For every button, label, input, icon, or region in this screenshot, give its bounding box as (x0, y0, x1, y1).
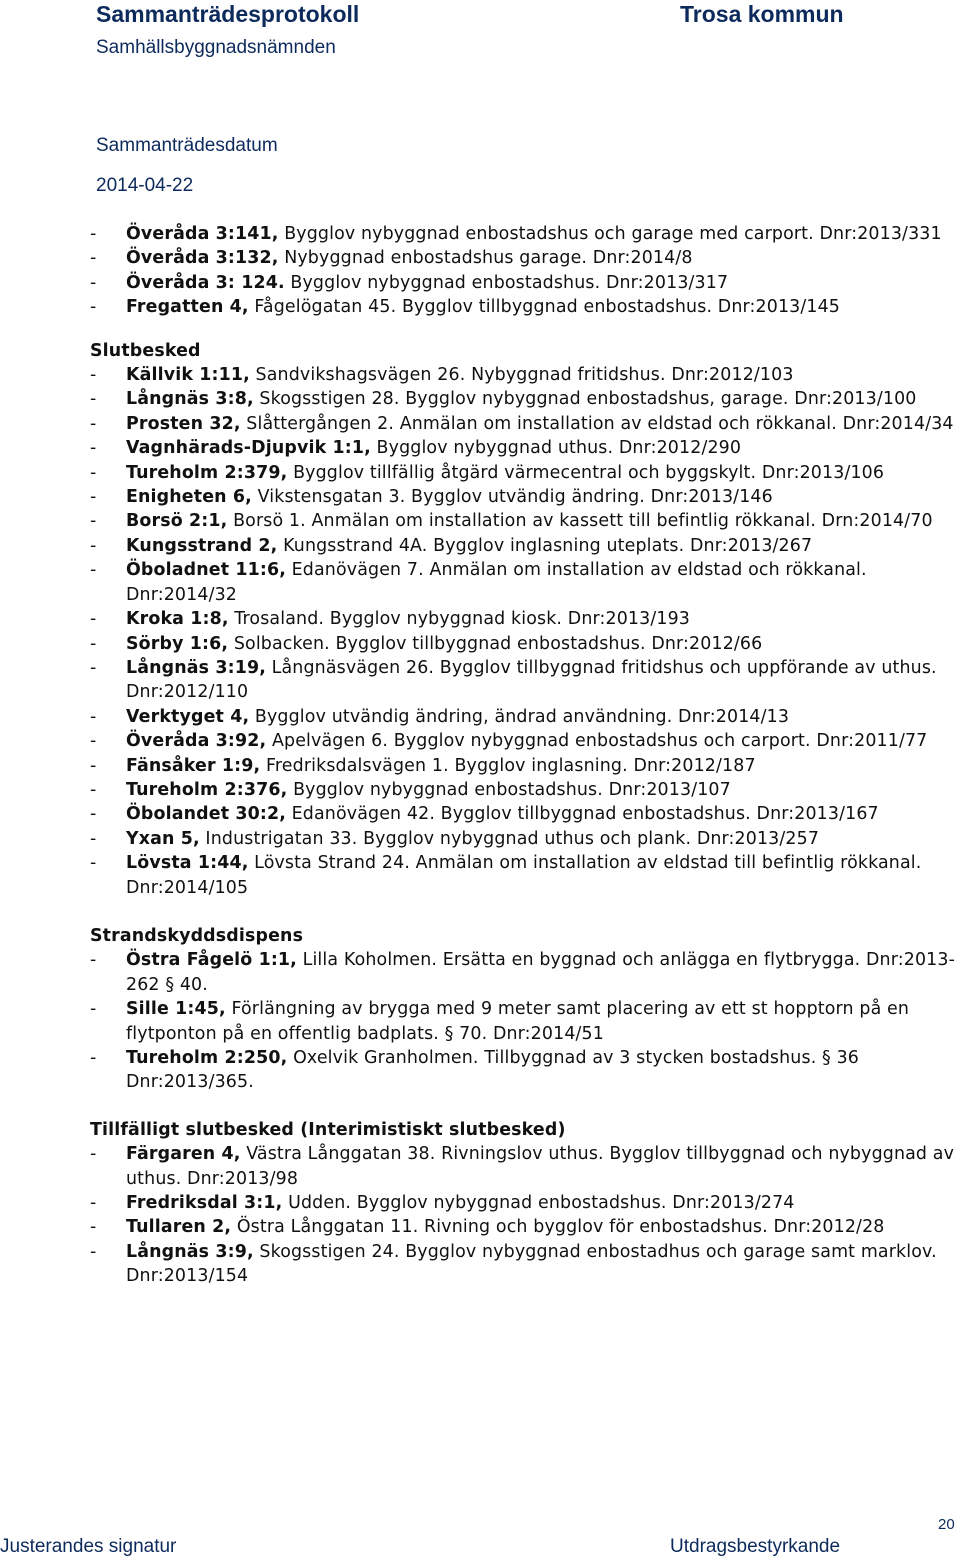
case-description: Bygglov tillfällig åtgärd värmecentral och byggskylt. Dnr:2013/106 (287, 462, 885, 483)
section-heading-interim: Tillfälligt slutbesked (Interimistiskt slutbesked) (90, 1119, 566, 1140)
list-dash: - (90, 828, 97, 849)
list-dash: - (90, 657, 97, 678)
list-item (90, 412, 960, 436)
list-item (90, 607, 960, 631)
case-description: Västra Långgatan 38. Rivningslov uthus. Bygglov tillbyggnad och nybyggnad av uthus. Dnr:2013/98 (126, 1144, 955, 1189)
case-description: Bygglov utvändig ändring, ändrad användning. Dnr:2014/13 (249, 706, 790, 727)
list-dash: - (90, 706, 97, 727)
case-description: Lövsta Strand 24. Anmälan om installation av eldstad till befintlig rökkanal. Dnr:2014/105 (126, 853, 922, 898)
list-item (90, 754, 960, 778)
case-description: Lilla Koholmen. Ersätta en byggnad och anlägga en flytbrygga. Dnr:2013-262 § 40. (126, 950, 956, 995)
list-item (90, 246, 960, 270)
list-dash: - (90, 389, 97, 410)
municipality-name: Trosa kommun (680, 1, 844, 27)
case-description: Bygglov nybyggnad uthus. Dnr:2012/290 (370, 438, 742, 459)
list-dash: - (90, 487, 97, 508)
list-dash: - (90, 999, 97, 1020)
list-item (90, 851, 960, 900)
list-dash: - (90, 804, 97, 825)
case-description: Industrigatan 33. Bygglov nybyggnad uthus och plank. Dnr:2013/257 (199, 828, 820, 849)
board-name: Samhällsbyggnadsnämnden (96, 37, 336, 58)
list-item (90, 1191, 960, 1215)
case-description: Vikstensgatan 3. Bygglov utvändig ändring. Dnr:2013/146 (251, 487, 773, 508)
list-item (90, 948, 960, 997)
property-designation: Östra Fågelö 1:1, (126, 950, 297, 971)
footer-certification-label: Utdragsbestyrkande (670, 1536, 841, 1557)
list-item (90, 705, 960, 729)
list-item (90, 387, 960, 411)
property-designation: Överåda 3:132, (126, 248, 279, 269)
list-dash: - (90, 224, 97, 244)
case-description: Långnäsvägen 26. Bygglov tillbyggnad fritidshus och uppförande av uthus. Dnr:2012/110 (126, 657, 937, 703)
list-dash: - (90, 1144, 97, 1165)
interim-list (90, 1142, 960, 1288)
list-item (90, 632, 960, 656)
case-description: Skogsstigen 24. Bygglov nybyggnad enbostadhus och garage samt marklov. Dnr:2013/154 (126, 1241, 937, 1287)
property-designation: Lövsta 1:44, (126, 853, 249, 874)
section-heading-slutbesked: Slutbesked (90, 340, 201, 361)
list-dash: - (90, 731, 97, 752)
list-item (90, 1142, 960, 1191)
list-item (90, 461, 960, 485)
list-dash: - (90, 560, 97, 581)
list-dash: - (90, 1217, 97, 1238)
list-item (90, 485, 960, 509)
case-description: Skogsstigen 28. Bygglov nybyggnad enbostadshus, garage. Dnr:2013/100 (253, 389, 917, 410)
case-description: Udden. Bygglov nybyggnad enbostadshus. Dnr:2013/274 (282, 1193, 795, 1214)
list-item (90, 363, 960, 387)
case-description: Slåttergången 2. Anmälan om installation av eldstad och rökkanal. Dnr:2014/34 (240, 413, 954, 434)
case-description: Bygglov nybyggnad enbostadshus. Dnr:2013/317 (284, 272, 729, 293)
case-description: Borsö 1. Anmälan om installation av kassett till befintlig rökkanal. Drn:2014/70 (227, 511, 933, 532)
case-description: Fredriksdalsvägen 1. Bygglov inglasning. Dnr:2012/187 (260, 755, 756, 776)
case-description: Bygglov nybyggnad enbostadshus och garage med carport. Dnr:2013/331 (278, 224, 942, 244)
list-item (90, 1046, 960, 1095)
list-item (90, 1215, 960, 1239)
strandskydd-list (90, 948, 960, 1094)
list-dash: - (90, 950, 97, 971)
list-dash: - (90, 438, 97, 459)
section-heading-strandskydd: Strandskyddsdispens (90, 925, 304, 946)
property-designation: Yxan 5, (126, 828, 200, 849)
list-dash: - (90, 755, 97, 776)
list-item (90, 997, 960, 1046)
list-dash: - (90, 633, 97, 654)
property-designation: Tureholm 2:250, (126, 1048, 288, 1068)
list-item (90, 656, 960, 705)
list-item (90, 802, 960, 826)
list-item (90, 778, 960, 802)
property-designation: Fänsåker 1:9, (126, 755, 261, 776)
meeting-date-label: Sammanträdesdatum (96, 135, 278, 156)
list-dash: - (90, 535, 97, 556)
property-designation: Tureholm 2:379, (126, 462, 288, 483)
property-designation: Verktyget 4, (126, 706, 250, 727)
case-description: Edanövägen 42. Bygglov tillbyggnad enbostadshus. Dnr:2013/167 (285, 804, 879, 825)
document-title: Sammanträdesprotokoll (96, 1, 360, 27)
list-dash: - (90, 779, 97, 800)
page-number: 20 (938, 1516, 955, 1533)
case-description: Oxelvik Granholmen. Tillbyggnad av 3 stycken bostadshus. § 36 Dnr:2013/365. (126, 1048, 859, 1093)
footer-signature-label: Justerandes signatur (0, 1536, 177, 1557)
list-item (90, 222, 960, 246)
property-designation: Kungsstrand 2, (126, 535, 278, 556)
list-dash: - (90, 1048, 97, 1068)
property-designation: Vagnhärads-Djupvik 1:1, (126, 438, 371, 459)
list-item (90, 271, 960, 295)
property-designation: Överåda 3:92, (126, 731, 267, 752)
list-dash: - (90, 297, 97, 318)
case-description: Östra Långgatan 11. Rivning och bygglov för enbostadshus. Dnr:2012/28 (231, 1217, 885, 1238)
property-designation: Borsö 2:1, (126, 511, 228, 532)
list-dash: - (90, 413, 97, 434)
property-designation: Färgaren 4, (126, 1144, 241, 1165)
list-item (90, 558, 960, 607)
list-dash: - (90, 1193, 97, 1214)
list-dash: - (90, 462, 97, 483)
list-item (90, 509, 960, 533)
list-item (90, 436, 960, 460)
property-designation: Prosten 32, (126, 413, 241, 434)
property-designation: Långnäs 3:19, (126, 657, 266, 678)
case-description: Bygglov nybyggnad enbostadshus. Dnr:2013/107 (287, 779, 731, 800)
case-description: Nybyggnad enbostadshus garage. Dnr:2014/8 (278, 248, 693, 269)
case-description: Solbacken. Bygglov tillbyggnad enbostadshus. Dnr:2012/66 (228, 633, 763, 654)
case-description: Apelvägen 6. Bygglov nybyggnad enbostadshus och carport. Dnr:2011/77 (266, 731, 928, 752)
slutbesked-list (90, 363, 960, 900)
property-designation: Kroka 1:8, (126, 609, 229, 630)
property-designation: Öbolandet 30:2, (126, 804, 286, 825)
case-description: Sandvikshagsvägen 26. Nybyggnad fritidshus. Dnr:2012/103 (249, 365, 794, 386)
list-item (90, 534, 960, 558)
meeting-date: 2014-04-22 (96, 175, 194, 196)
intro-list (90, 222, 960, 320)
case-description: Förlängning av brygga med 9 meter samt placering av ett st hopptorn på en flytponton på en offentlig badplats. § 70. Dnr:2014/51 (126, 999, 910, 1044)
case-description: Edanövägen 7. Anmälan om installation av eldstad och rökkanal. Dnr:2014/32 (126, 560, 867, 605)
property-designation: Långnäs 3:8, (126, 389, 254, 410)
list-item (90, 729, 960, 753)
list-item (90, 295, 960, 319)
list-dash: - (90, 609, 97, 630)
list-dash: - (90, 511, 97, 532)
case-description: Trosaland. Bygglov nybyggnad kiosk. Dnr:2013/193 (228, 609, 691, 630)
list-dash: - (90, 272, 97, 293)
property-designation: Långnäs 3:9, (126, 1241, 254, 1262)
property-designation: Fredriksdal 3:1, (126, 1193, 283, 1214)
property-designation: Överåda 3: 124. (126, 272, 285, 293)
property-designation: Tureholm 2:376, (126, 779, 288, 800)
list-item (90, 1240, 960, 1289)
case-description: Fågelögatan 45. Bygglov tillbyggnad enbostadshus. Dnr:2013/145 (248, 297, 841, 318)
property-designation: Sille 1:45, (126, 999, 226, 1020)
list-dash: - (90, 248, 97, 269)
property-designation: Sörby 1:6, (126, 633, 229, 654)
property-designation: Fregatten 4, (126, 297, 249, 318)
property-designation: Källvik 1:11, (126, 365, 250, 386)
protocol-content (90, 222, 960, 1289)
list-dash: - (90, 1241, 97, 1262)
property-designation: Överåda 3:141, (126, 224, 279, 244)
case-description: Kungsstrand 4A. Bygglov inglasning uteplats. Dnr:2013/267 (277, 535, 813, 556)
list-item (90, 827, 960, 851)
property-designation: Enigheten 6, (126, 487, 252, 508)
list-dash: - (90, 853, 97, 874)
property-designation: Öboladnet 11:6, (126, 560, 286, 581)
list-dash: - (90, 365, 97, 386)
property-designation: Tullaren 2, (126, 1217, 232, 1238)
